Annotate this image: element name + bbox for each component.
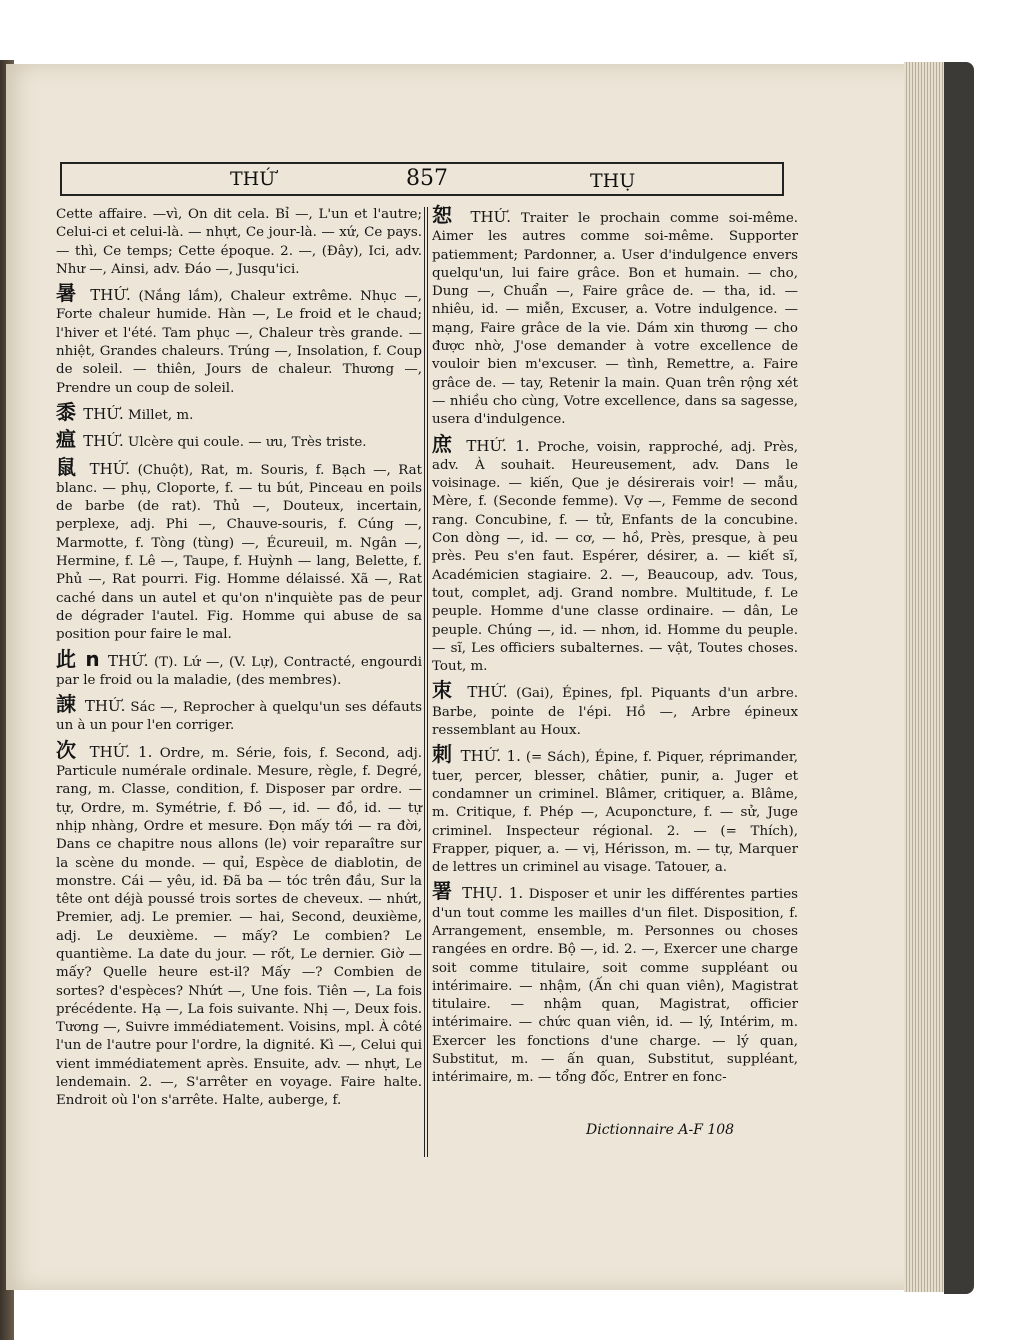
left-column [56, 206, 422, 1116]
entry-character: 刺 [432, 742, 453, 767]
dictionary-entry [56, 206, 422, 279]
entry-character: 黍 [56, 399, 76, 424]
entry-text: Proche, voisin, rapproché, adj. Près, adv. À souhait. Heureusement, adv. Dans le voisinage. — kiến, Que je désirerais voir! — mẫu, Mère, f. (Seconde femme). Vợ —, Femme de second rang. Concubine, f. — tử, Enfants de la concubine. Con dòng —, id. — cơ, — hồ, Près, presque, à peu près. Peu s'en faut. Espérer, désirer, a. — kiết sĩ, Académicien stagiaire. 2. —, Beaucoup, adv. Tous, tout, complet, adj. Grand nombre. Multitude, f. Le peuple. Homme d'une classe ordinaire. — dân, Le peuple. Chúng —, id. — nhơn, id. Homme du peuple. — sĩ, Les officiers subalternes. — vật, Toutes choses. Tout, m. [432, 439, 799, 675]
entry-text: Ulcère qui coule. — ưu, Très triste. [128, 435, 367, 451]
dictionary-entry [56, 427, 422, 452]
page-number: 857 [406, 166, 448, 191]
entry-character: 暑 [56, 281, 80, 306]
entry-character: 鼠 [56, 454, 80, 479]
entry-headword: THỨ. [83, 404, 124, 423]
entry-character: 恕 [432, 203, 458, 227]
entry-character: 署 [432, 879, 454, 904]
entry-text: Cette affaire. —vì, On dit cela. Bỉ —, L'un et l'autre; Celui-ci et celui-là. — nhựt, Ce jour-là. — xứ, Ce pays. — thì, Ce temps; Cette époque. 2. —, (Đây), Ici, adv. Như —, Ainsi, adv. Đáo —, Jusqu'ici. [56, 207, 422, 277]
entry-text: (Gai), Épines, fpl. Piquants d'un arbre. Barbe, pointe de l'épi. Hồ —, Arbre épineux ressemblant au Houx. [432, 686, 798, 739]
entry-headword: THỨ. [108, 651, 149, 670]
left-running-headword: THỨ [230, 168, 276, 190]
footer-signature: Dictionnaire A-F 108 [586, 1122, 735, 1138]
dictionary-entry [432, 678, 798, 740]
entry-text: Traiter le prochain comme soi-même. Aimer les autres comme soi-même. Supporter patiemment; Pardonner, a. User d'indulgence envers quelqu'un, lui faire grâce. Bon et humain. — cho, Dung —, Chuẩn —, Faire grâce de. — tha, id. — nhiêu, id. — miễn, Excuser, a. Votre indulgence. — mạng, Faire grâce de la vie. Dám xin thương — cho được nhờ, J'ose demander à votre excellence de vouloir bien m'excuser. — tình, Remettre, a. Faire grâce de. — tay, Retenir la main. Quan trên rộng xét — nhiều cho cùng, Votre excellence, dans sa sagesse, usera d'indulgence. [432, 211, 798, 428]
dictionary-entry [432, 431, 799, 677]
entry-headword: THỨ. [89, 459, 131, 478]
entry-text: (Nắng lắm), Chaleur extrême. Nhục —, Forte chaleur humide. Hàn —, Le froid et le chaud; l'hiver et l'été. Tam phục —, Chaleur très grande. — nhiệt, Grandes chaleurs. Trúng —, Insolation, f. Coup de soleil. — thiên, Jours de chaleur. Thương —, Prendre un coup de soleil. [56, 289, 423, 396]
right-running-headword: THỤ [590, 170, 636, 192]
entry-headword: THỨ. [467, 683, 508, 702]
entry-character: 次 [56, 737, 80, 762]
dictionary-entry [56, 454, 422, 645]
entry-character: 誎 [56, 692, 77, 717]
entry-headword: THỨ. 1. [89, 742, 153, 761]
column-divider [424, 207, 428, 1157]
dictionary-entry [56, 281, 423, 398]
entry-character: 朿 [432, 678, 457, 703]
entry-character: 瘟 [56, 427, 76, 452]
right-column [432, 203, 799, 1093]
dictionary-entry [56, 692, 423, 736]
entry-text: (T). Lứ —, (V. Lự), Contracté, engourdi par le froid ou la maladie, (des membres). [56, 654, 422, 688]
entry-headword: THỨ. 1. [466, 436, 530, 455]
dictionary-entry [56, 399, 422, 425]
dictionary-entry [56, 646, 422, 691]
entry-headword: THỨ. 1. [460, 747, 521, 766]
entry-headword: THỨ. [84, 697, 126, 716]
entry-headword: THỨ. [470, 208, 511, 226]
entry-text: Sác —, Reprocher à quelqu'un ses défauts un à un pour l'en corriger. [56, 700, 423, 734]
entry-character: 此 n [56, 646, 100, 671]
entry-text: Disposer et unir les différentes parties d'un tout comme les mailles d'un filet. Disposition, f. Arrangement, ensemble, m. Personnes ou choses rangées en ordre. Bộ —, id. 2. —, Exercer une charge soit comme titulaire, soit comme suppléant ou intérimaire. — nhậm, (Ấn chi quan viên), Magistrat titulaire. — nhậm quan, Magistrat, officier intérimaire. — chức quan viên, id. — lý, Intérim, m. Exercer les fonctions d'une charge. — lý quan, Substitut, m. — ấn quan, Substitut, suppléant, intérimaire, m. — tổng đốc, Entrer en fonc- [432, 887, 798, 1086]
entry-text: Ordre, m. Série, fois, f. Second, adj. Particule numérale ordinale. Mesure, règle, f. Degré, rang, m. Classe, condition, f. Disposer par ordre. — tự, Ordre, m. Symétrie, f. Đồ —, id. — đồ, id. — tự nhịp nhàng, Ordre et mesure. Đọn mấy tới — ra đời, Dans ce chapitre nous allons (le) voir reparaître sur la scène du monde. — quỉ, Espèce de diablotin, de monstre. Cái — yêu, id. Đã ba — tóc trên đầu, Sur la tête ont déjà poussé trois sortes de cheveux. — nhứt, Premier, adj. Le premier. — hai, Second, deuxième, adj. Le deuxième. — mấy? Le combien? Le quantième. La date du jour. — rốt, Le dernier. Giờ — mấy? Quelle heure est-il? Mấy —? Combien de sortes? d'espèces? Nhứt —, Une fois. Tiên —, La fois précédente. Hạ —, La fois suivante. Nhị —, Deux fois. Tương —, Suivre immédiatement. Voisins, mpl. À côté l'un de l'autre pour l'ordre, la dignité. Kì —, Celui qui vient immédiatement après. Ensuite, adv. — nhựt, Le lendemain. 2. —, S'arrêter en voyage. Faire halte. Endroit où l'on s'arrête. Halte, auberge, f. [56, 745, 423, 1109]
entry-headword: THỨ. [83, 432, 124, 451]
dictionary-entry [432, 203, 798, 430]
entry-headword: THỨ. [90, 286, 131, 305]
entry-headword: THỤ. 1. [462, 884, 524, 903]
entry-text: Millet, m. [128, 407, 194, 423]
dictionary-entry [56, 737, 423, 1111]
entry-text: (= Sách), Épine, f. Piquer, réprimander, tuer, percer, blesser, châtier, punir, a. Juger et condamner un criminel. Blâmer, critiquer, a. Blâme, m. Critique, f. Phép —, Acuponcture, f. — sử, Juge criminel. Inspecteur régional. 2. — (= Thích), Frapper, piquer, a. — vị, Hérisson, m. — tự, Marquer de lettres un criminel au visage. Tatouer, a. [432, 750, 799, 876]
entry-text: (Chuột), Rat, m. Souris, f. Bạch —, Rat blanc. — phụ, Cloporte, f. — tu bút, Pinceau en poils de barbe (de rat). Thủ —, Douteux, incertain, perplexe, adj. Phi —, Chauve-souris, f. Cúng —, Marmotte, f. Tòng (tùng) —, Écureuil, m. Ngân —, Hermine, f. Lê —, Taupe, f. Huỳnh — lang, Belette, f. Phủ —, Rat pourri. Fig. Homme délaissé. Xã —, Rat caché dans un autel et qu'on n'inquiète pas de peur de dégrader l'autel. Fig. Homme qui abuse de sa position pour faire le mal. [56, 462, 422, 643]
page-edges [904, 62, 946, 1292]
dictionary-entry [432, 742, 799, 877]
entry-character: 庶 [432, 431, 456, 456]
book-cover-edge [944, 62, 974, 1294]
dictionary-entry [432, 879, 798, 1087]
